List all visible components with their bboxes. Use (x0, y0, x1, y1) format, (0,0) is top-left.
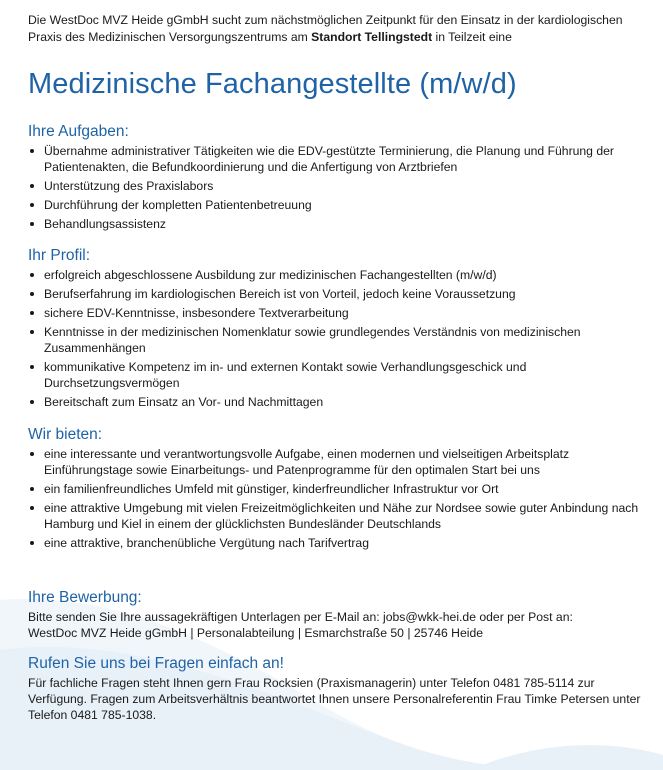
bieten-heading: Wir bieten: (28, 426, 103, 443)
aufgaben-list (28, 143, 656, 232)
fragen-contact-text: Für fachliche Fragen steht Ihnen gern Frau Rocksien (Praxismanagerin) unter Telefon 0481 785-5114 zur Verfügung. Fragen zum Arbeitsverhältnis beantwortet Ihnen unsere Personalreferentin Frau Timke Petersen unter Telefon 0481 785-1038. (28, 676, 641, 722)
list-item: kommunikative Kompetenz im in- und externen Kontakt sowie Verhandlungsgeschick und Durchsetzungsvermögen (28, 359, 656, 391)
bewerbung-address-line: WestDoc MVZ Heide gGmbH | Personalabteilung | Esmarchstraße 50 | 25746 Heide (28, 626, 484, 640)
list-item: ein familienfreundliches Umfeld mit günstiger, kinderfreundlicher Infrastruktur vor Ort (28, 481, 656, 497)
bewerbung-email-line: Bitte senden Sie Ihre aussagekräftigen Unterlagen per E-Mail an: jobs@wkk-hei.de oder per Post an: (28, 610, 573, 624)
section-bewerbung (28, 588, 656, 641)
section-fragen (28, 654, 656, 723)
section-profil (28, 246, 656, 410)
list-item: sichere EDV-Kenntnisse, insbesondere Textverarbeitung (28, 305, 656, 321)
list-item: eine interessante und verantwortungsvolle Aufgabe, einen modernen und vielseitigen Arbeitsplatz Einführungstage sowie Einarbeitungs- und Patenprogramme für den optimalen Start bei uns (28, 446, 656, 478)
bieten-list (28, 446, 656, 551)
job-title: Medizinische Fachangestellte (m/w/d) (28, 68, 517, 100)
profil-heading: Ihr Profil: (28, 247, 91, 264)
list-item: erfolgreich abgeschlossene Ausbildung zur medizinischen Fachangestellten (m/w/d) (28, 267, 656, 283)
list-item: Unterstützung des Praxislabors (28, 178, 656, 194)
intro-location: Standort Tellingstedt (311, 30, 433, 44)
intro-text-start: Die WestDoc MVZ Heide gGmbH sucht zum nächstmöglichen Zeitpunkt für den Einsatz in der kardiologischen Praxis des Medizinischen Versorgungszentrums am (28, 13, 623, 44)
bewerbung-heading: Ihre Bewerbung: (28, 589, 142, 606)
list-item: eine attraktive, branchenübliche Vergütung nach Tarifvertrag (28, 535, 656, 551)
list-item: Behandlungsassistenz (28, 216, 656, 232)
fragen-heading: Rufen Sie uns bei Fragen einfach an! (28, 655, 284, 672)
list-item: Bereitschaft zum Einsatz an Vor- und Nachmittagen (28, 394, 656, 410)
intro-text (28, 12, 656, 46)
section-aufgaben (28, 122, 656, 232)
intro-text-end: in Teilzeit eine (432, 30, 512, 44)
job-ad (28, 12, 656, 723)
list-item: eine attraktive Umgebung mit vielen Freizeitmöglichkeiten und Nähe zur Nordsee sowie guter Anbindung nach Hamburg und Kiel in einem der glücklichsten Bundesländer Deutschlands (28, 500, 656, 532)
list-item: Berufserfahrung im kardiologischen Bereich ist von Vorteil, jedoch keine Voraussetzung (28, 286, 656, 302)
aufgaben-heading: Ihre Aufgaben: (28, 123, 129, 140)
list-item: Kenntnisse in der medizinischen Nomenklatur sowie grundlegendes Verständnis von medizinischen Zusammenhängen (28, 324, 656, 356)
section-bieten (28, 425, 656, 551)
list-item: Durchführung der kompletten Patientenbetreuung (28, 197, 656, 213)
profil-list (28, 267, 656, 410)
wave-shape-right (470, 745, 663, 770)
list-item: Übernahme administrativer Tätigkeiten wie die EDV-gestützte Terminierung, die Planung und Führung der Patientenakten, die Befundkoordinierung und die Anfertigung von Arztbriefen (28, 143, 656, 175)
